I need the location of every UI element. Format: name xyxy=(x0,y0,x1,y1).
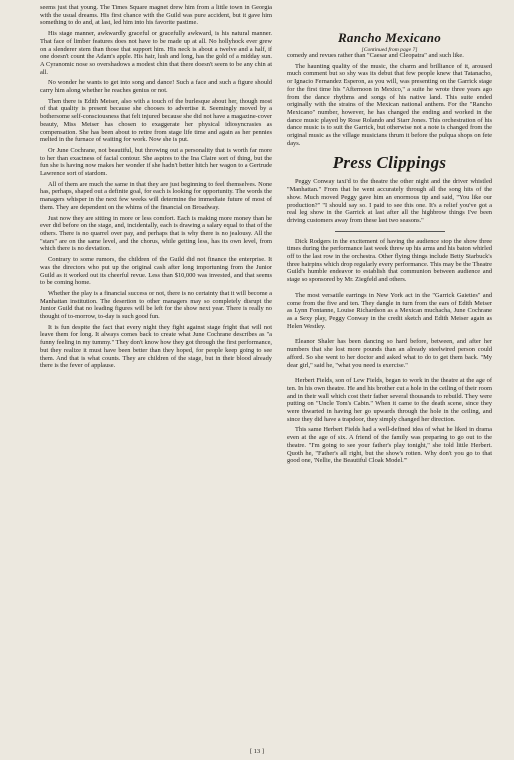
article-paragraph: No wonder he wants to get into song and dance! Such a face and such a figure should carry him along whether he reaches genius or not. xyxy=(40,79,272,95)
continued-note: [Continued from page 7] xyxy=(361,47,418,53)
rancho-title: Rancho Mexicano xyxy=(337,30,442,45)
article-paragraph: Just now they are sitting in more or less comfort. Each is making more money than he ever did before on the stage, and, incidentally, each is drawing a salary equal to that of the others. There is no quarrel over pay, and perhaps that is why there is no jealousy. All the "stars" are on the same level, and the chorus, while getting less, has its own level, from which there is no deviation. xyxy=(40,214,272,253)
press-item: Herbert Fields, son of Lew Fields, began to work in the theatre at the age of ten. In his own theatre. He and his brother cut a hole in the ceiling of their room and in their wall which cost their father several thousands to rebuild. They were putting on "Uncle Tom's Cabin." When it came to the death scene, since they were thwarted in having her go upwards through the hole in the ceiling, and since they did have a trapdoor, they simply changed her direction. xyxy=(287,377,492,423)
page-number: [ 13 ] xyxy=(249,748,265,755)
right-column xyxy=(287,52,492,468)
rancho-paragraph: The haunting quality of the music, the charm and brilliance of it, aroused much comment but so shy was its debut that few people knew that Tatanacho, or Ignacio Fernandez Esperon, as you will, was presenting on the Garrick stage for the first time his "Afternoon in Mexico," a suite he wrote three years ago from the dance rhythms and songs of his native land. This suite ended originally with the strains of the Mexican national anthem. For the "Rancho Mexicano" number, however, he has changed the ending and worked in the dance music played by Rose Rolando and Starr Jones. This orchestration of his dance music is to suit the Garrick, but otherwise not a note is changed from the original music as the village musicians thrum it before the pulqua shops on fete days. xyxy=(287,62,492,147)
section-divider xyxy=(335,231,445,232)
article-paragraph: Contrary to some rumors, the children of the Guild did not finance the enterprise. It was the directors who put up the original cash after long importuning from the Junior Guild as it worked out its cheerful revue. Less than $10,000 was invested, and that seems to be coming home. xyxy=(40,256,272,287)
rancho-paragraph: comedy and revues rather than "Caesar and Cleopatra" and such like. xyxy=(287,52,464,59)
article-paragraph: Whether the play is a financial success or not, there is no certainty that it will become a Manhattan institution. The desertion to other managers may so completely disrupt the Junior Guild that no leading figures will be left for the show next year. There is really no thought of to-morrow, to-day is such good fun. xyxy=(40,289,272,321)
left-column xyxy=(40,4,272,373)
article-paragraph: Or June Cochrane, not beautiful, but throwing out a personality that is worth far more to her than exactness of facial contour. She aspires to the Ina Claire sort of thing, but the fun she is having now makes her wonder if she hadn't better hitch her wagon to a Gertrude Lawrence sort of stardom. xyxy=(40,146,272,178)
press-item: This same Herbert Fields had a well-defined idea of what he liked in drama even at the age of six. A friend of the family was preparing to go out to the theatre. "I'm going to see your father's play tonight," she told little Herbert. Quoth he, "Father's all right, but the show's rotten. Why don't you go to that good one, 'Nellie, the Beautiful Cloak Model.'" xyxy=(287,426,492,465)
article-paragraph: It is fun despite the fact that every night they fight against stage fright that will not leave them for long. It always comes back to create what June Cochrane describes as "a funny feeling in my tummy." They don't know how they got through the first performance, but they realize it must have been better than they hoped, for people keep going to see them. And that is what counts. They are children of the stage, but in their blood already there is the fever of applause. xyxy=(40,323,272,370)
article-paragraph: Then there is Edith Meiser, also with a touch of the burlesque about her, though most of that quality is present because she chooses to advertise it. Seemingly moved by a bothersome self-consciousness that felt injured because she did not have a magazine-cover beauty, Miss Meiser has chosen to exaggerate her physical idiosyncrasies as compensation. She has been about to retire from stage life time and again as her pennies melted in the furnace of waiting for work. Now she is put. xyxy=(40,97,272,144)
article-paragraph: All of them are much the same in that they are just beginning to feel themselves. None has, perhaps, shaped out a definite goal, for each is looking for opportunity. The words the managers whisper in the next few weeks will determine the immediate future of most of them. They are dependent on the whims of the financial on Broadway. xyxy=(40,180,272,211)
press-item: The most versatile earrings in New York act in the "Garrick Gaieties" and come from the five and ten. They dangle in turn from the ears of Edith Meiser as Lynn Fontanne, Louise Richardson as a Mexican muchacha, June Cochrane as a Sexy play, Peggy Conway in the credit sketch and Edith Meiser again as Helen Westley. xyxy=(287,291,492,330)
article-paragraph: His stage manner, awkwardly graceful or gracefully awkward, is his natural manner. That face of limber features does not have to be made up at all. No hollyhock ever grew on a slenderer stem than those that support him. His neck is about a twelve and a half, if one doesn't count the Adam's apple. His hair, lush and long, has the gold of a midday sun. A Cyranomic nose so overshadows a modest chin that there doesn't seem to be any chin at all. xyxy=(40,30,272,76)
article-paragraph: seems just that young. The Times Square magnet drew him from a little town in Georgia with the usual dreams. His first chance with the Guild was pure accident, but it gave him something to do and, at last, led him into his favorite pastime. xyxy=(40,4,272,27)
press-clippings-title: Press Clippings xyxy=(332,153,447,173)
press-item: Peggy Conway taxi'd to the theatre the other night and the driver whistled "Manhattan." From that he went accurately through all the song hits of the show. Much moved Peggy gave him an enormous tip and said, "You like our production?" "I should say so. I paid to see this one. It's a relief you've got a real leg show in the Garrick at last after all the highbrow things I've been driving customers away from these last two seasons." xyxy=(287,178,492,224)
press-item: Dick Rodgers in the excitement of having the audience stop the show three times during the performance last week threw up his arms and his baton whirled off to the last row in the orchestra. Other flying things include Betty Starbuck's three hairpins which drop regularly every performance. This may be the Theatre Guild's humble endeavor to establish that communion between audience and stage so sponsored by Mr. Ziegfeld and others. xyxy=(287,237,492,284)
press-item: Eleanor Shaler has been dancing so hard before, between, and after her numbers that she lost more pounds than an already steelwired person could afford. So she went to her doctor and asked what to do to get them back. "My dear girl," said he, "what you need is exercise." xyxy=(287,338,492,369)
